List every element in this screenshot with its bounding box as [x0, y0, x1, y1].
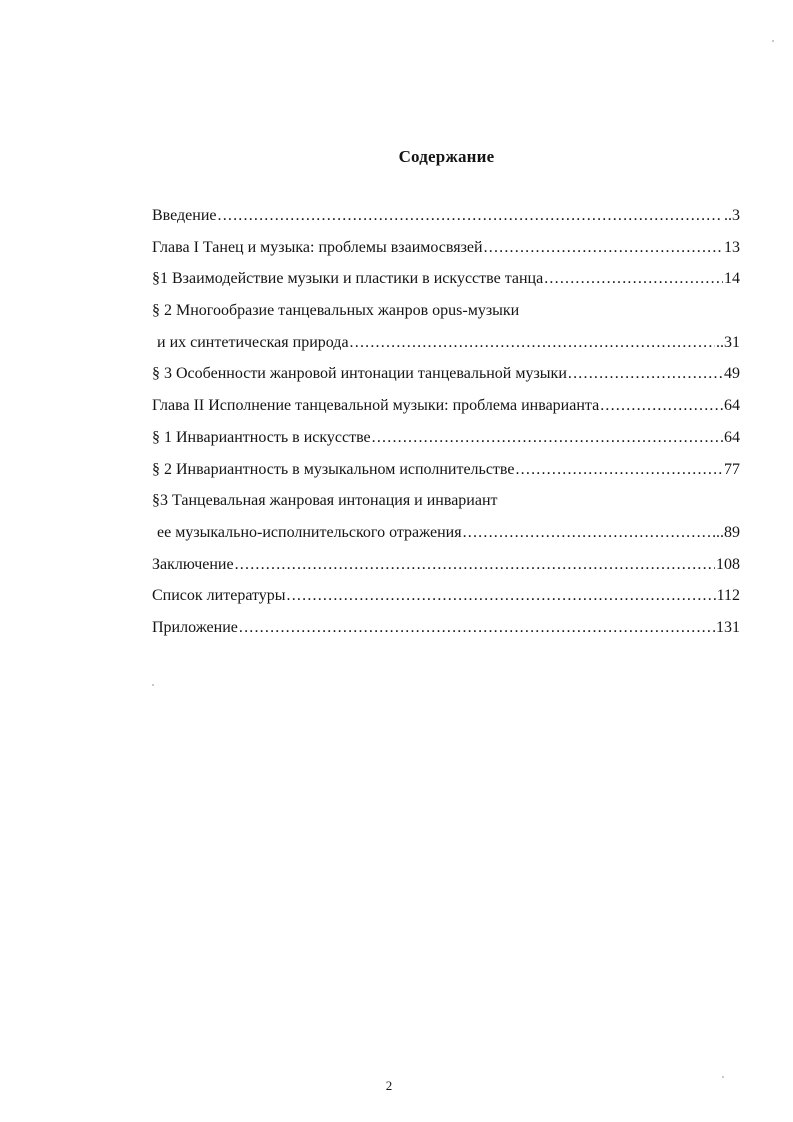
toc-entry-section-2-3-line-2: [152, 517, 740, 549]
toc-entry-label: § 2 Инвариантность в музыкальном исполнительстве: [152, 460, 515, 478]
toc-entry-label: Заключение: [152, 555, 234, 573]
toc-entry-section-2-2: [152, 454, 740, 486]
dot-leader: [483, 232, 723, 264]
toc-entry-section-1-2-line-2: [152, 327, 740, 359]
table-of-contents: [152, 200, 740, 644]
toc-entry-page: 14: [724, 270, 740, 288]
toc-entry-section-1-1: [152, 263, 740, 295]
scan-speck: [772, 40, 774, 42]
toc-entry-page: 77: [724, 460, 740, 478]
toc-entry-label: Глава I Танец и музыка: проблемы взаимосвязей: [152, 238, 483, 256]
toc-entry-chapter-2: [152, 390, 740, 422]
toc-entry-label: и их синтетическая природа: [157, 333, 349, 351]
toc-entry-page: ..3: [724, 207, 740, 224]
dot-leader: [217, 200, 724, 232]
toc-entry-page: 64: [724, 397, 740, 415]
toc-entry-label: Приложение: [152, 618, 238, 636]
toc-entry-appendix: [152, 612, 740, 644]
toc-entry-label: Введение: [152, 207, 217, 224]
toc-entry-page: 13: [724, 238, 740, 256]
toc-entry-page: 112: [716, 587, 740, 605]
dot-leader: [349, 327, 715, 359]
toc-entry-label: ее музыкально-исполнительского отражения: [157, 523, 462, 541]
page-title: Содержание: [398, 147, 495, 166]
toc-entry-label: §1 Взаимодействие музыки и пластики в искусстве танца: [152, 270, 544, 288]
dot-leader: [238, 612, 715, 644]
page-number: 2: [385, 1078, 393, 1093]
toc-entry-page: ..89: [716, 523, 740, 541]
toc-entry-page: ..31: [716, 333, 740, 351]
toc-entry-bibliography: [152, 580, 740, 612]
toc-entry-label: § 1 Инвариантность в искусстве: [152, 428, 371, 446]
toc-entry-section-1-3: [152, 358, 740, 390]
toc-entry-label: §3 Танцевальная жанровая интонация и инвариант: [152, 492, 498, 510]
toc-entry-label: Глава II Исполнение танцевальной музыки: проблема инварианта: [152, 397, 600, 415]
toc-entry-section-2-1: [152, 422, 740, 454]
toc-entry-section-1-2-line-1: [152, 295, 740, 327]
toc-entry-section-2-3-line-1: [152, 485, 740, 517]
scan-speck: [152, 684, 154, 686]
dot-leader: [234, 549, 715, 581]
toc-entry-label: § 3 Особенности жанровой интонации танцевальной музыки: [152, 365, 567, 383]
toc-entry-page: 131: [716, 618, 740, 636]
dot-leader: [514, 454, 723, 486]
dot-leader: [543, 263, 723, 295]
toc-entry-conclusion: [152, 549, 740, 581]
dot-leader: [599, 390, 723, 422]
toc-entry-page: 49: [724, 365, 740, 383]
toc-entry-label: Список литературы: [152, 587, 286, 605]
scan-speck: [722, 1076, 724, 1078]
toc-entry-label: § 2 Многообразие танцевальных жанров opus-музыки: [152, 302, 520, 320]
toc-entry-introduction: [152, 200, 740, 232]
toc-entry-page: 108: [716, 555, 740, 573]
toc-entry-chapter-1: [152, 232, 740, 264]
dot-leader: [462, 517, 715, 549]
toc-entry-page: 64: [724, 428, 740, 446]
dot-leader: [567, 358, 723, 390]
dot-leader: [286, 580, 716, 612]
dot-leader: [371, 422, 723, 454]
